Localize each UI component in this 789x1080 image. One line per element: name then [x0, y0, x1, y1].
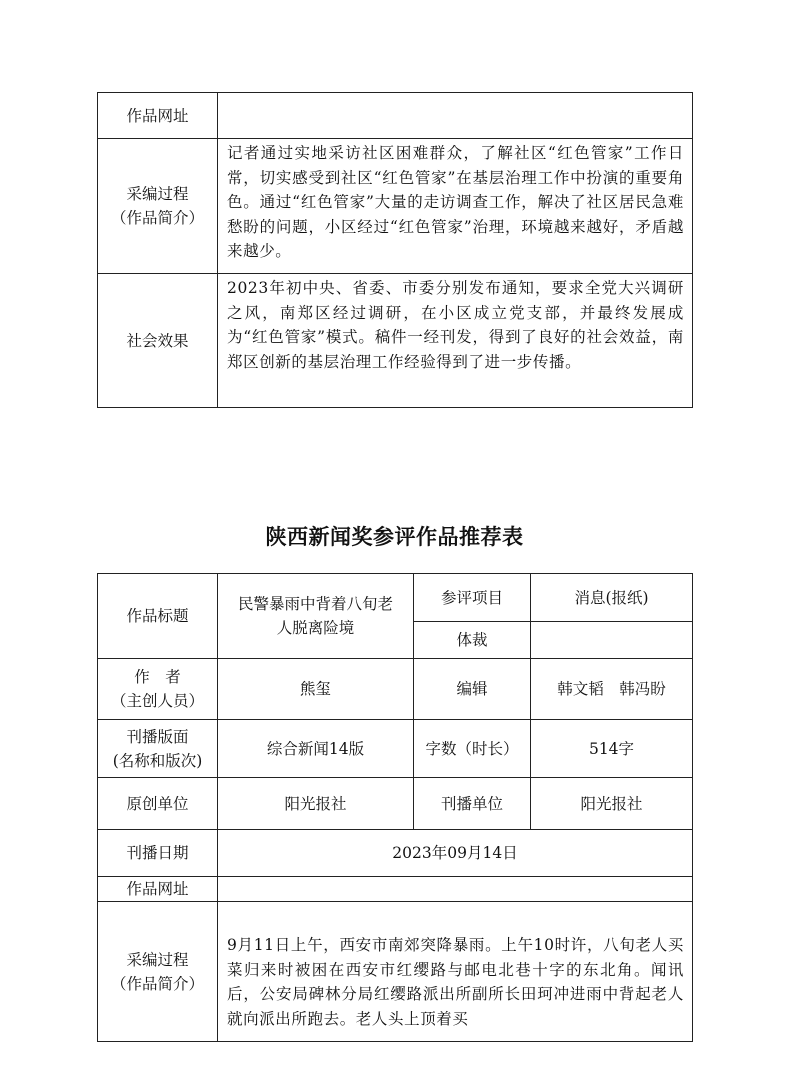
process-label	[98, 139, 218, 274]
process-row	[98, 139, 693, 274]
form-url-label: 作品网址	[98, 877, 218, 902]
origin-value: 阳光报社	[218, 778, 414, 830]
url-row	[98, 93, 693, 139]
genre-label: 体裁	[414, 622, 531, 659]
form-process-label-line2: （作品简介）	[110, 974, 204, 993]
process-label-line2: （作品简介）	[110, 209, 204, 227]
process-label-line1: 采编过程	[126, 185, 189, 203]
page-row	[98, 720, 693, 778]
author-label-line1: 作 者	[134, 668, 181, 686]
origin-row	[98, 778, 693, 830]
effect-text: 2023年初中央、省委、市委分别发布通知，要求全党大兴调研之风，南郑区经过调研，在小区成立党支部，并最终发展成为“红色管家”模式。稿件一经刊发，得到了良好的社会效益，南郑区创新的基层治理工作经验得到了进一步传播。	[218, 274, 693, 408]
author-label	[98, 659, 218, 720]
publisher-value: 阳光报社	[531, 778, 693, 830]
author-label-line2: （主创人员）	[110, 692, 204, 710]
form-url-value	[218, 877, 693, 902]
effect-row	[98, 274, 693, 408]
title-value: 民警暴雨中背着八旬老人脱离险境	[218, 574, 414, 659]
origin-label: 原创单位	[98, 778, 218, 830]
process-text: 记者通过实地采访社区困难群众，了解社区“红色管家”工作日常，切实感受到社区“红色管家”在基层治理工作中扮演的重要角色。通过“红色管家”大量的走访调查工作，解决了社区居民急难愁盼的问题，小区经过“红色管家”治理，环境越来越好，矛盾越来越少。	[218, 139, 693, 274]
wordcount-label: 字数（时长）	[414, 720, 531, 778]
effect-label: 社会效果	[98, 274, 218, 408]
top-info-table	[97, 92, 693, 408]
page-title: 陕西新闻奖参评作品推荐表	[265, 525, 524, 549]
form-process-label-line1: 采编过程	[126, 950, 189, 969]
recommendation-form-table	[97, 573, 693, 1042]
page-label	[98, 720, 218, 778]
date-value: 2023年09月14日	[218, 830, 693, 877]
category-label: 参评项目	[414, 574, 531, 622]
author-row	[98, 659, 693, 720]
title-label: 作品标题	[98, 574, 218, 659]
wordcount-value: 514字	[531, 720, 693, 778]
category-value: 消息(报纸)	[531, 574, 693, 622]
form-process-text: 9月11日上午，西安市南郊突降暴雨。上午10时许，八旬老人买菜归来时被困在西安市红缨路与邮电北巷十字的东北角。闻讯后，公安局碑林分局红缨路派出所副所长田珂冲进雨中背起老人就向派出所跑去。老人头上顶着买	[218, 902, 693, 1042]
page-label-line2: (名称和版次)	[112, 751, 203, 770]
url-label: 作品网址	[98, 93, 218, 139]
form-process-label	[98, 902, 218, 1042]
url-value	[218, 93, 693, 139]
editor-value: 韩文韬 韩冯盼	[531, 659, 693, 720]
form-url-row	[98, 877, 693, 902]
editor-label: 编辑	[414, 659, 531, 720]
date-label: 刊播日期	[98, 830, 218, 877]
form-process-row	[98, 902, 693, 1042]
page-label-line1: 刊播版面	[126, 727, 189, 746]
genre-value	[531, 622, 693, 659]
publisher-label: 刊播单位	[414, 778, 531, 830]
date-row	[98, 830, 693, 877]
title-row	[98, 574, 693, 622]
author-value: 熊玺	[218, 659, 414, 720]
page-value: 综合新闻14版	[218, 720, 414, 778]
